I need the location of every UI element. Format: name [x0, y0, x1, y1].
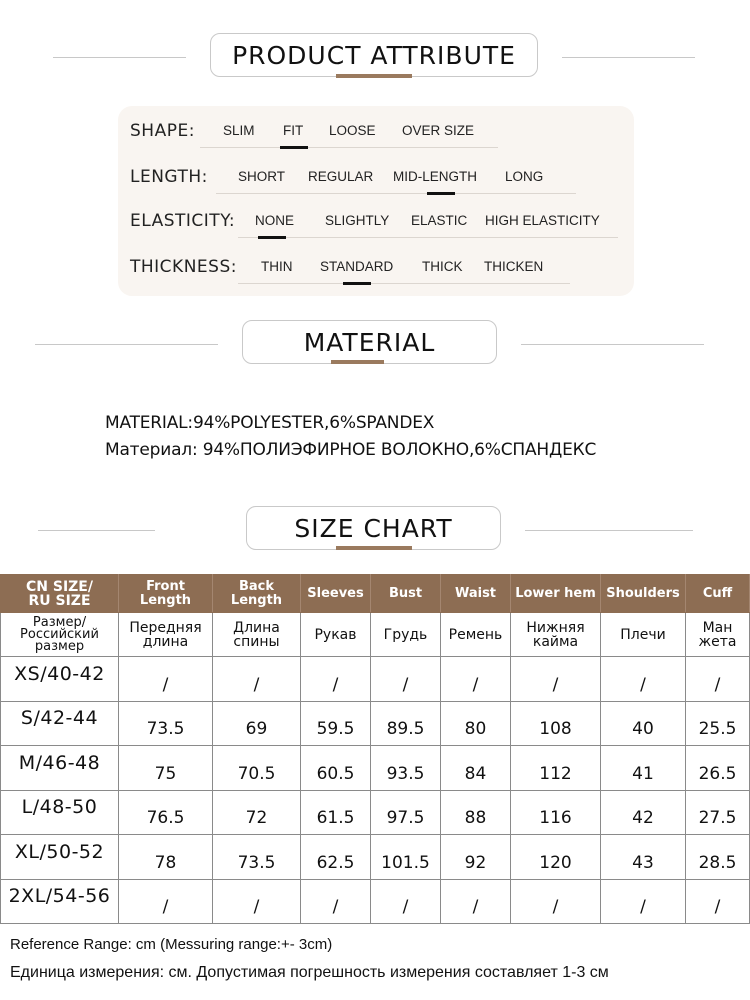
measurement-cell: 76.5 — [119, 790, 213, 835]
measurement-cell: 25.5 — [686, 701, 750, 746]
column-header: Back Length — [213, 575, 301, 613]
measurement-cell: / — [119, 657, 213, 702]
size-table-body — [1, 657, 750, 924]
measurement-cell: 62.5 — [301, 835, 371, 880]
attribute-label: LENGTH: — [130, 167, 208, 187]
measurement-cell: 73.5 — [213, 835, 301, 880]
measurement-cell: 27.5 — [686, 790, 750, 835]
section-title-pill — [246, 506, 501, 550]
table-row — [1, 746, 750, 791]
table-row — [1, 657, 750, 702]
measurement-cell: 69 — [213, 701, 301, 746]
measurement-cell: / — [511, 879, 601, 924]
measurement-cell: 101.5 — [371, 835, 441, 880]
table-header-row-en — [1, 575, 750, 613]
size-label-cell: M/46-48 — [1, 746, 119, 791]
measurement-cell: 93.5 — [371, 746, 441, 791]
measurement-cell: 78 — [119, 835, 213, 880]
attribute-label: THICKNESS: — [130, 257, 237, 277]
attribute-option: THICK — [422, 259, 463, 274]
measurement-cell: 43 — [601, 835, 686, 880]
measurement-cell: / — [601, 657, 686, 702]
table-row — [1, 835, 750, 880]
measurement-cell: / — [119, 879, 213, 924]
section-title-product-attribute — [0, 33, 750, 81]
divider-right — [525, 530, 693, 531]
measurement-cell: 41 — [601, 746, 686, 791]
measurement-cell: / — [213, 879, 301, 924]
attribute-option-selected: FIT — [283, 123, 304, 138]
measurement-cell: 72 — [213, 790, 301, 835]
attribute-baseline — [216, 193, 576, 194]
column-header: Lower hem — [511, 575, 601, 613]
measurement-cell: 61.5 — [301, 790, 371, 835]
column-header-ru: Размер/ Российский размер — [1, 613, 119, 657]
attribute-label: SHAPE: — [130, 121, 195, 141]
measurement-cell: 59.5 — [301, 701, 371, 746]
measurement-cell: 42 — [601, 790, 686, 835]
attribute-baseline — [200, 147, 498, 148]
column-header-ru: Ремень — [441, 613, 511, 657]
measurement-cell: 84 — [441, 746, 511, 791]
column-header: Shoulders — [601, 575, 686, 613]
size-label-cell: XL/50-52 — [1, 835, 119, 880]
section-title-pill — [210, 33, 538, 77]
attribute-option-selected: STANDARD — [320, 259, 394, 274]
material-text-ru: Материал: 94%ПОЛИЭФИРНОЕ ВОЛОКНО,6%СПАНДЕКС — [105, 440, 597, 460]
size-label-cell: S/42-44 — [1, 701, 119, 746]
column-header-ru: Рукав — [301, 613, 371, 657]
measurement-cell: 26.5 — [686, 746, 750, 791]
product-attribute-panel — [118, 106, 634, 296]
measurement-cell: 80 — [441, 701, 511, 746]
section-title-text: MATERIAL — [303, 327, 436, 357]
measurement-cell: / — [601, 879, 686, 924]
divider-right — [521, 344, 704, 345]
size-chart-table — [0, 574, 750, 924]
accent-bar — [336, 74, 412, 78]
measurement-note-ru: Единица измерения: см. Допустимая погрешность измерения составляет 1-3 см — [10, 964, 609, 981]
size-label-cell: 2XL/54-56 — [1, 879, 119, 924]
table-row — [1, 790, 750, 835]
accent-bar — [331, 360, 384, 364]
selected-underline — [427, 192, 455, 195]
attribute-option: SHORT — [238, 169, 286, 184]
column-header-ru: Длина спины — [213, 613, 301, 657]
attribute-option: LONG — [505, 169, 544, 184]
column-header-ru: Нижняя кайма — [511, 613, 601, 657]
column-header-ru: Ман жета — [686, 613, 750, 657]
material-text-en: MATERIAL:94%POLYESTER,6%SPANDEX — [105, 413, 435, 433]
measurement-cell: 70.5 — [213, 746, 301, 791]
measurement-cell: / — [301, 657, 371, 702]
attribute-option: OVER SIZE — [402, 123, 475, 138]
measurement-cell: 120 — [511, 835, 601, 880]
attribute-option-selected: MID-LENGTH — [393, 169, 477, 184]
measurement-cell: / — [686, 657, 750, 702]
measurement-cell: 40 — [601, 701, 686, 746]
measurement-cell: / — [441, 657, 511, 702]
section-title-size-chart — [0, 506, 750, 554]
measurement-cell: 75 — [119, 746, 213, 791]
accent-bar — [336, 546, 412, 550]
measurement-cell: 97.5 — [371, 790, 441, 835]
attribute-option: LOOSE — [329, 123, 376, 138]
measurement-cell: 112 — [511, 746, 601, 791]
attribute-label: ELASTICITY: — [130, 211, 236, 231]
measurement-cell: 60.5 — [301, 746, 371, 791]
selected-underline — [280, 146, 308, 149]
attribute-option: THIN — [261, 259, 293, 274]
attribute-row-thickness — [118, 255, 634, 285]
attribute-option: SLIM — [223, 123, 255, 138]
selected-underline — [258, 236, 286, 239]
measurement-cell: / — [441, 879, 511, 924]
section-title-material — [0, 320, 750, 368]
attribute-row-length — [118, 165, 634, 195]
table-header-row-ru — [1, 613, 750, 657]
size-label-cell: XS/40-42 — [1, 657, 119, 702]
column-header: Bust — [371, 575, 441, 613]
attribute-row-elasticity — [118, 209, 634, 239]
reference-range-note: Reference Range: cm (Messuring range:+- 3cm) — [10, 936, 333, 953]
section-title-text: SIZE CHART — [294, 513, 453, 543]
measurement-cell: / — [511, 657, 601, 702]
measurement-cell: / — [686, 879, 750, 924]
column-header: Sleeves — [301, 575, 371, 613]
section-title-pill — [242, 320, 497, 364]
column-header-ru: Передняя длина — [119, 613, 213, 657]
header-text: CN SIZE/ RU SIZE — [26, 578, 93, 609]
attribute-option-selected: NONE — [255, 213, 295, 228]
table-row — [1, 879, 750, 924]
measurement-cell: / — [213, 657, 301, 702]
attribute-option: SLIGHTLY — [325, 213, 390, 228]
table-row — [1, 701, 750, 746]
selected-underline — [343, 282, 371, 285]
column-header-ru: Грудь — [371, 613, 441, 657]
column-header: Cuff — [686, 575, 750, 613]
divider-left — [53, 57, 186, 58]
attribute-option: HIGH ELASTICITY — [485, 213, 600, 228]
column-header — [1, 575, 119, 613]
attribute-baseline — [238, 237, 618, 238]
attribute-row-shape — [118, 119, 634, 149]
divider-left — [35, 344, 218, 345]
divider-left — [38, 530, 155, 531]
column-header: Front Length — [119, 575, 213, 613]
measurement-cell: 28.5 — [686, 835, 750, 880]
attribute-baseline — [238, 283, 570, 284]
column-header-ru: Плечи — [601, 613, 686, 657]
measurement-cell: / — [371, 879, 441, 924]
attribute-option: REGULAR — [308, 169, 374, 184]
measurement-cell: / — [371, 657, 441, 702]
attribute-option: ELASTIC — [411, 213, 468, 228]
measurement-cell: 92 — [441, 835, 511, 880]
measurement-cell: 108 — [511, 701, 601, 746]
measurement-cell: / — [301, 879, 371, 924]
measurement-cell: 116 — [511, 790, 601, 835]
section-title-text: PRODUCT ATTRIBUTE — [232, 40, 516, 70]
column-header: Waist — [441, 575, 511, 613]
measurement-cell: 88 — [441, 790, 511, 835]
divider-right — [562, 57, 695, 58]
attribute-option: THICKEN — [484, 259, 544, 274]
size-label-cell: L/48-50 — [1, 790, 119, 835]
measurement-cell: 73.5 — [119, 701, 213, 746]
measurement-cell: 89.5 — [371, 701, 441, 746]
